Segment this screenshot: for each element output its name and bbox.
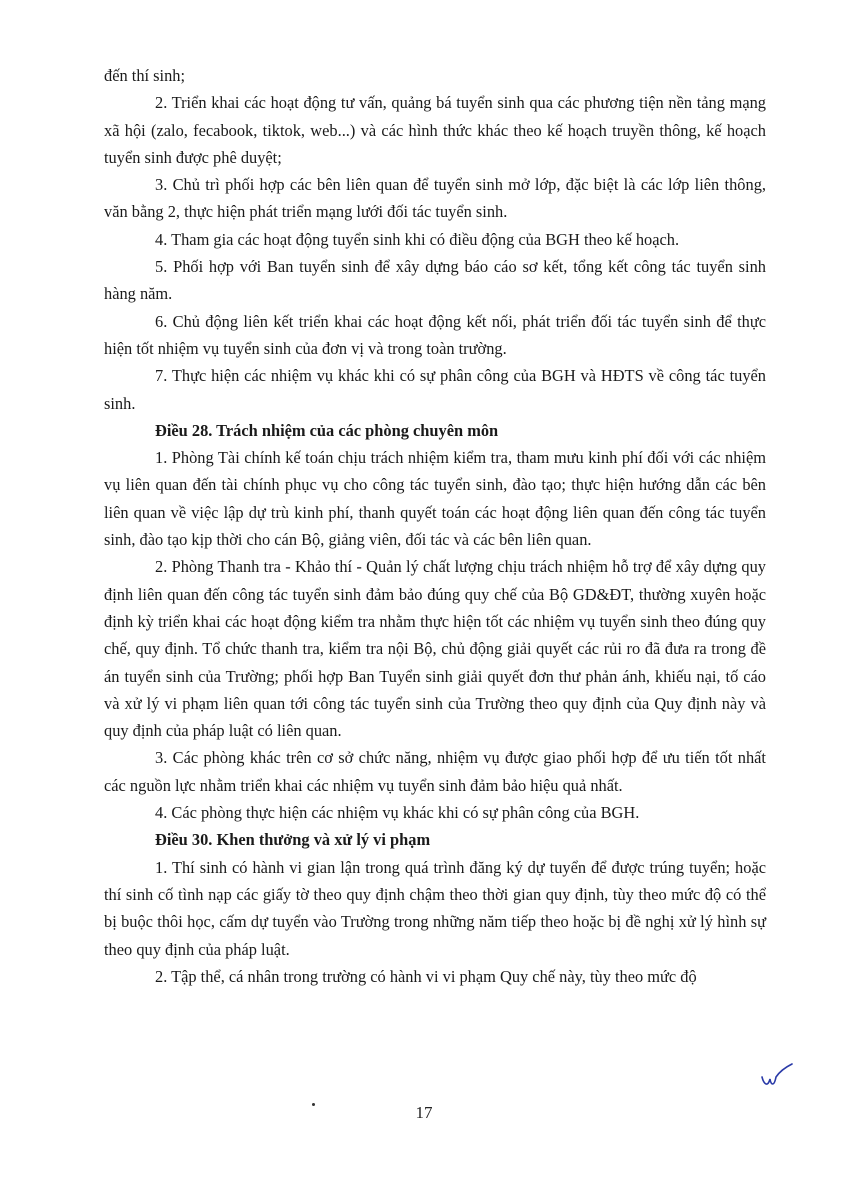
list-item: 2. Tập thể, cá nhân trong trường có hành vi vi phạm Quy chế này, tùy theo mức độ (155, 966, 697, 986)
list-item: 3. Chủ trì phối hợp các bên liên quan để tuyển sinh mở lớp, đặc biệt là các lớp liên thông, văn bằng 2, thực hiện phát triển mạng lưới đối tác tuyển sinh. (104, 175, 766, 222)
list-item: 2. Phòng Thanh tra - Khảo thí - Quản lý chất lượng chịu trách nhiệm hỗ trợ để xây dựng quy định liên quan đến công tác tuyển sinh đảm bảo đúng quy chế của Bộ GD&ĐT, thường xuyên hoặc định kỳ triển khai các hoạt động kiểm tra nhằm thực hiện tốt các nhiệm vụ tuyển sinh theo đúng quy chế, quy định. Tổ chức thanh tra, kiểm tra nội Bộ, chủ động giải quyết các rủi ro đã đưa ra trong đề án tuyển sinh của Trường; phối hợp Ban Tuyển sinh giải quyết đơn thư phản ánh, khiếu nại, tố cáo và xử lý vi phạm liên quan tới công tác tuyển sinh của Trường theo quy định của Quy định này và quy định của pháp luật có liên quan. (104, 557, 766, 741)
list-item: 5. Phối hợp với Ban tuyển sinh để xây dựng báo cáo sơ kết, tổng kết công tác tuyển sinh hàng năm. (104, 257, 766, 304)
article-heading-28: Điều 28. Trách nhiệm của các phòng chuyên môn (155, 420, 499, 440)
list-item: 1. Thí sinh có hành vi gian lận trong quá trình đăng ký dự tuyển để được trúng tuyển; hoặc thí sinh cố tình nạp các giấy tờ theo quy định chậm theo thời gian quy định, tùy theo mức độ có thể bị buộc thôi học, cấm dự tuyển vào Trường trong những năm tiếp theo hoặc bị đề nghị xử lý hình sự theo quy định của pháp luật. (104, 857, 766, 959)
list-item: 7. Thực hiện các nhiệm vụ khác khi có sự phân công của BGH và HĐTS về công tác tuyển sinh. (104, 366, 766, 413)
paragraph-continuation: đến thí sinh; (104, 66, 186, 85)
article-heading-30: Điều 30. Khen thưởng và xử lý vi phạm (155, 830, 431, 850)
page-number: 17 (415, 1103, 433, 1122)
list-item: 6. Chủ động liên kết triển khai các hoạt động kết nối, phát triển đối tác tuyển sinh để thực hiện tốt nhiệm vụ tuyển sinh của đơn vị và trong toàn trường. (104, 311, 766, 358)
list-item: 1. Phòng Tài chính kế toán chịu trách nhiệm kiểm tra, tham mưu kinh phí đối với các nhiệm vụ liên quan đến tài chính phục vụ cho công tác tuyển sinh, đào tạo; thực hiện hướng dẫn các bên liên quan về việc lập dự trù kinh phí, thanh quyết toán các hoạt động liên quan đến công tác tuyển sinh, đào tạo kịp thời cho cán Bộ, giảng viên, đối tác và các bên liên quan. (104, 448, 766, 550)
initial-signature-mark (760, 1063, 794, 1093)
list-item: 3. Các phòng khác trên cơ sở chức năng, nhiệm vụ được giao phối hợp để ưu tiến tốt nhất các nguồn lực nhằm triển khai các nhiệm vụ tuyển sinh đảm bảo hiệu quả nhất. (104, 748, 766, 795)
list-item: 2. Triển khai các hoạt động tư vấn, quảng bá tuyển sinh qua các phương tiện nền tảng mạng xã hội (zalo, fecabook, tiktok, web...) và các hình thức khác theo kế hoạch truyền thông, kế hoạch tuyển sinh được phê duyệt; (104, 93, 766, 167)
document-body (104, 62, 766, 990)
list-item: 4. Tham gia các hoạt động tuyển sinh khi có điều động của BGH theo kế hoạch. (155, 229, 680, 249)
list-item: 4. Các phòng thực hiện các nhiệm vụ khác khi có sự phân công của BGH. (155, 803, 640, 823)
